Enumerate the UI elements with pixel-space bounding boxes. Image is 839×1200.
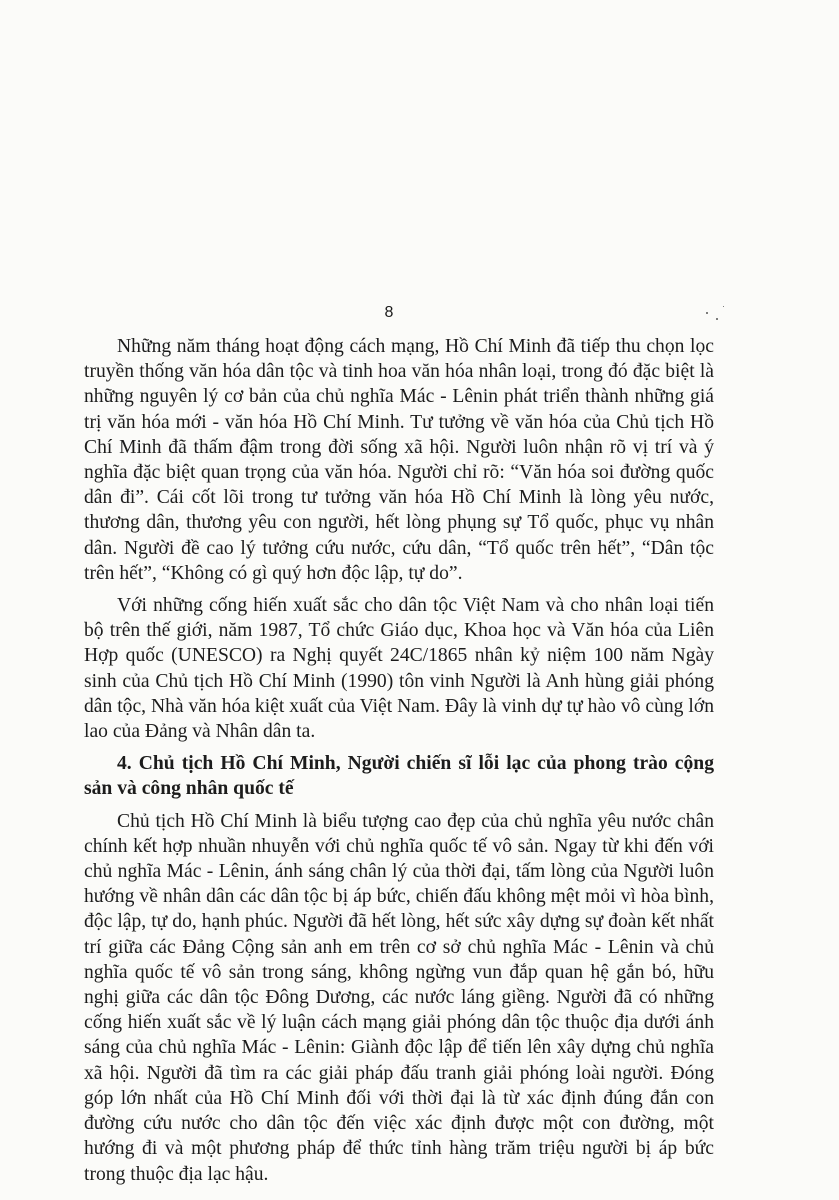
- page-number: 8: [384, 304, 394, 321]
- paragraph-unesco: Với những cống hiến xuất sắc cho dân tộc Việt Nam và cho nhân loại tiến bộ trên thế giới, năm 1987, Tổ chức Giáo dục, Khoa học và Văn hóa của Liên Hợp quốc (UNESCO) ra Nghị quyết 24C/1865 nhân kỷ niệm 100 năm Ngày sinh của Chủ tịch Hồ Chí Minh (1990) tôn vinh Người là Anh hùng giải phóng dân tộc, Nhà văn hóa kiệt xuất của Việt Nam. Đây là vinh dự tự hào vô cùng lớn lao của Đảng và Nhân dân ta.: [84, 595, 714, 743]
- paragraph-internationalism: Chủ tịch Hồ Chí Minh là biểu tượng cao đẹp của chủ nghĩa yêu nước chân chính kết hợp nhuần nhuyễn với chủ nghĩa quốc tế vô sản. Ngay từ khi đến với chủ nghĩa Mác - Lênin, ánh sáng chân lý của thời đại, tấm lòng của Người luôn hướng về nhân dân các dân tộc bị áp bức, chiến đấu không mệt mỏi vì hòa bình, độc lập, tự do, hạnh phúc. Người đã hết lòng, hết sức xây dựng sự đoàn kết nhất trí giữa các Đảng Cộng sản anh em trên cơ sở chủ nghĩa Mác - Lênin và chủ nghĩa quốc tế vô sản trong sáng, không ngừng vun đắp quan hệ gắn bó, hữu nghị giữa các dân tộc Đông Dương, các nước láng giềng. Người đã có những cống hiến xuất sắc về lý luận cách mạng giải phóng dân tộc thuộc địa dưới ánh sáng của chủ nghĩa Mác - Lênin: Giành độc lập để tiến lên xây dựng chủ nghĩa xã hội. Người đã tìm ra các giải pháp đấu tranh giải phóng loài người. Đóng góp lớn nhất của Hồ Chí Minh đối với thời đại là từ xác định đúng đắn con đường cứu nước cho dân tộc đến việc xác định được một con đường, một hướng đi và một phương pháp để thức tỉnh hàng trăm triệu người bị áp bức trong thuộc địa lạc hậu.: [84, 810, 714, 1185]
- scan-speck: [716, 318, 718, 320]
- paragraph-culture: Những năm tháng hoạt động cách mạng, Hồ Chí Minh đã tiếp thu chọn lọc truyền thống văn hóa dân tộc và tinh hoa văn hóa nhân loại, trong đó đặc biệt là những nguyên lý cơ bản của chủ nghĩa Mác - Lênin phát triển thành những giá trị văn hóa mới - văn hóa Hồ Chí Minh. Tư tưởng về văn hóa của Chủ tịch Hồ Chí Minh đã thấm đậm trong đời sống xã hội. Người luôn nhận rõ vị trí và ý nghĩa đặc biệt quan trọng của văn hóa. Người chỉ rõ: “Văn hóa soi đường quốc dân đi”. Cái cốt lõi trong tư tưởng văn hóa Hồ Chí Minh là lòng yêu nước, thương dân, thương yêu con người, hết lòng phụng sự Tổ quốc, phục vụ nhân dân. Người đề cao lý tưởng cứu nước, cứu dân, “Tổ quốc trên hết”, “Dân tộc trên hết”, “Không có gì quý hơn độc lập, tự do”.: [84, 336, 714, 584]
- body-text: [84, 334, 714, 1187]
- section-heading: 4. Chủ tịch Hồ Chí Minh, Người chiến sĩ lỗi lạc của phong trào cộng sản và công nhân quốc tế: [84, 753, 714, 800]
- scan-speck: [706, 312, 708, 314]
- scan-speck: [723, 306, 724, 307]
